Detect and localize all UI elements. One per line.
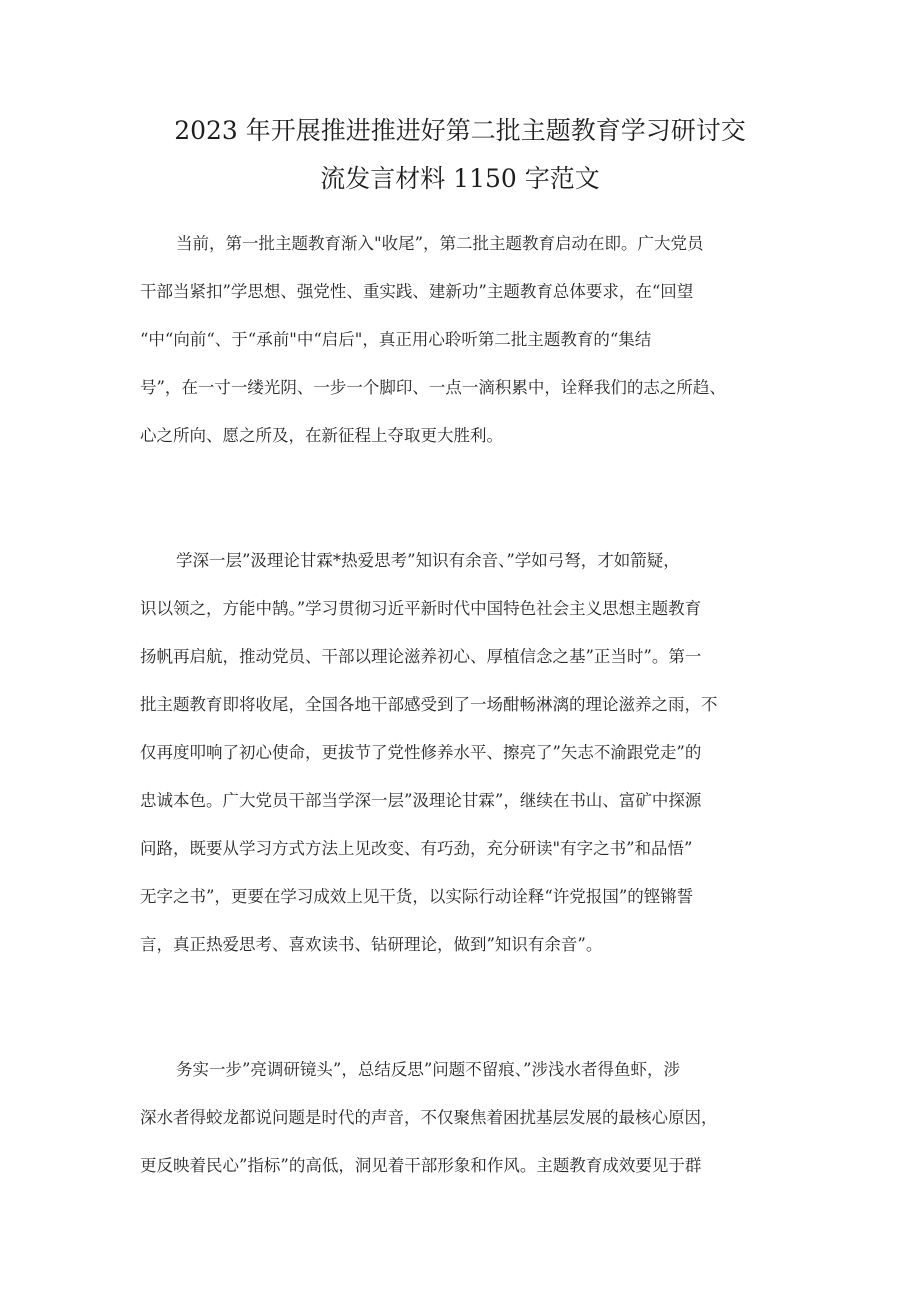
paragraph-line: 言，真正热爱思考、喜欢读书、钻研理论，做到”知识有余音”。 xyxy=(140,935,603,954)
paragraph-line: 务实一步”亮调研镜头”，总结反思”问题不留痕、”涉浅水者得鱼虾，涉 xyxy=(176,1060,680,1079)
paragraph-line: 学深一层”汲理论甘霖*热爱思考”知识有余音、”学如弓弩，才如箭疑， xyxy=(176,551,680,570)
paragraph-line: 心之所向、愿之所及，在新征程上夺取更大胜利。 xyxy=(140,426,503,445)
document-title-line-1: 2023 年开展推进推进好第二批主题教育学习研讨交 xyxy=(174,116,746,145)
paragraph-line: 问路，既要从学习方式方法上见改变、有巧劲，充分研读"有字之书”和品悟” xyxy=(140,839,693,858)
document-title-line-2: 流发言材料 1150 字范文 xyxy=(320,164,600,193)
paragraph-line: 仅再度叩响了初心使命，更拔节了党性修养水平、擦亮了”矢志不渝跟党走”的 xyxy=(140,743,702,762)
paragraph-line: 忠诚本色。广大党员干部当学深一层”汲理论甘霖”，继续在书山、富矿中探源 xyxy=(140,791,702,810)
paragraph-line: 扬帆再启航，推动党员、干部以理论滋养初心、厚植信念之基”正当时”。第一 xyxy=(140,647,702,666)
paragraph-line: 无字之书”，更要在学习成效上见干货，以实际行动诠释“许党报国”的铿锵誓 xyxy=(140,887,694,906)
paragraph-line: 更反映着民心”指标”的高低，洞见着干部形象和作风。主题教育成效要见于群 xyxy=(140,1156,702,1175)
paragraph-line: 号”，在一寸一缕光阴、一步一个脚印、一点一滴积累中，诠释我们的志之所趋、 xyxy=(140,378,726,397)
paragraph-line: 批主题教育即将收尾，全国各地干部感受到了一场酣畅淋漓的理论滋养之雨，不 xyxy=(140,695,718,714)
paragraph-line: “中“向前“、于“承前"中“启后"，真正用心聆听第二批主题教育的“集结 xyxy=(140,330,652,349)
paragraph-line: 识以领之，方能中鹄。”学习贯彻习近平新时代中国特色社会主义思想主题教育 xyxy=(140,599,702,618)
paragraph-line: 当前，第一批主题教育渐入"收尾”，第二批主题教育启动在即。广大党员 xyxy=(176,234,704,253)
paragraph-line: 深水者得蛟龙都说问题是时代的声音，不仅聚焦着困扰基层发展的最核心原因， xyxy=(140,1108,718,1127)
paragraph-line: 干部当紧扣”学思想、强党性、重实践、建新功”主题教育总体要求，在“回望 xyxy=(140,282,694,301)
